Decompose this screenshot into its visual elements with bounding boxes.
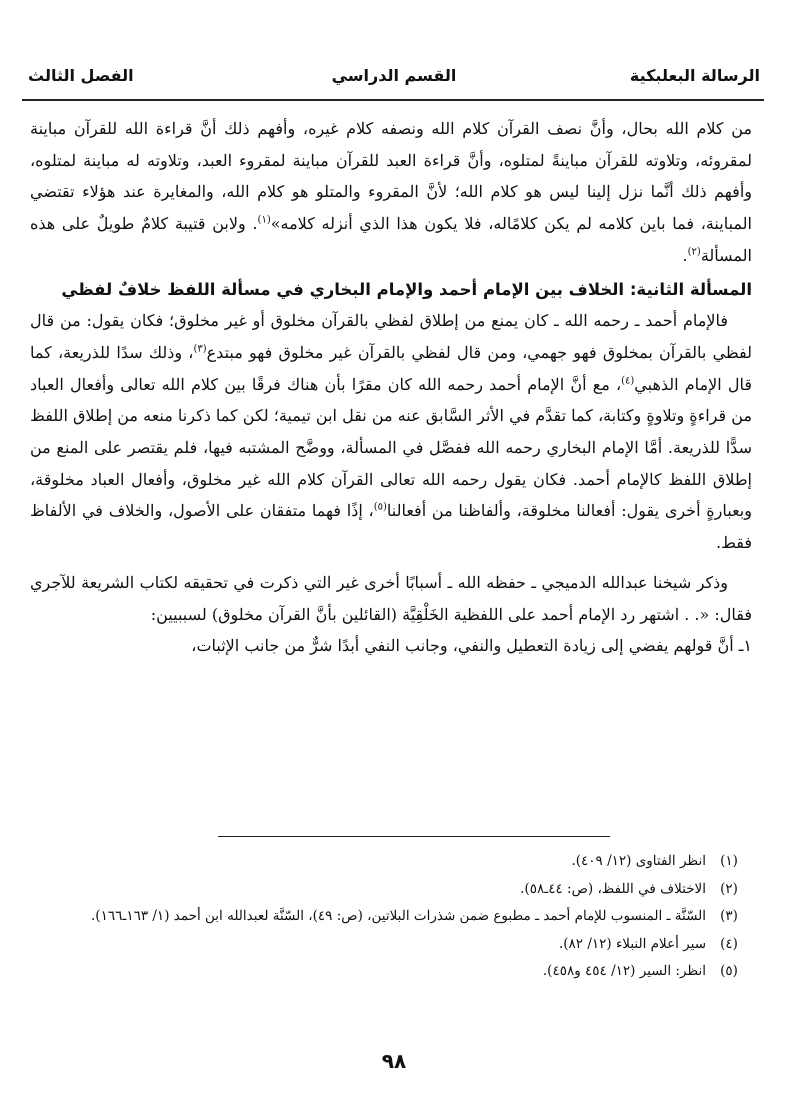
footnote — [30, 903, 752, 931]
chapter-title: الفصل الثالث — [28, 66, 134, 85]
footnote-text: سير أعلام النبلاء (١٢/ ٨٢). — [558, 935, 706, 952]
footnote-separator — [218, 836, 610, 837]
footnote-ref-4: (٤) — [621, 375, 635, 387]
paragraph-2: فالإمام أحمد ـ رحمه الله ـ كان يمنع من إطلاق لفظي بالقرآن مخلوق أو غير مخلوق؛ فكان يقول: من قال لفظي بالقرآن بمخلوق فهو جهمي، ومن قال لفظي بالقرآن غير مخلوق فهو مبتدع$^{(٣)}$، وذلك سدًا للذريعة، كما قال الإمام الذهبي$^{(٤)}$، مع أنَّ الإمام أحمد رحمه الله كان مقرًا بأن هناك فرقًا بين كلام الله تعالى وأفعال العباد من قراءةٍ وتلاوةٍ وكتابة، كما تقدَّم في الأثر السَّابق عنه من نقل ابن تيمية؛ لكن كما ذكرنا منعه من إطلاق اللفظ سدًّا للذريعة. أمَّا الإمام البخاري رحمه الله ففصَّل في المسألة، ووضَّح المشتبه فيها، فلم يقتصر على المنع من إطلاق اللفظ كالإمام أحمد. فكان يقول رحمه الله تعالى القرآن كلام الله غير مخلوق، وأفعال العباد مخلوقة، وبعبارةٍ أخرى يقول: أفعالنا مخلوقة، وألفاظنا من أفعالنا$^{(٥)}$، إذًا فهما متفقان على الأصول، والخلاف في الألفاظ فقط. — [30, 311, 752, 553]
running-header — [24, 62, 764, 92]
footnote-number: (٣) — [720, 908, 738, 924]
section-heading: المسألة الثانية: الخلاف بين الإمام أحمد والإمام البخاري في مسألة اللفظ خلافٌ لفظي — [61, 279, 752, 299]
header-rule — [22, 99, 764, 101]
footnote-ref-5: (٥) — [373, 502, 387, 514]
footnotes — [30, 848, 752, 986]
footnote-number: (١) — [720, 853, 738, 869]
paragraph-3: وذكر شيخنا عبدالله الدميجي ـ حفظه الله ـ أسبابًا أخرى غير التي ذكرت في تحقيقه لكتاب الشريعة للآجري فقال: «. . اشتهر رد الإمام أحمد على اللفظية الخَلْقِيَّة (القائلين بأنَّ القرآن مخلوق) لسببيين: — [30, 572, 752, 624]
part-title: القسم الدراسي — [331, 66, 457, 85]
footnote-text: انظر الفتاوى (١٢/ ٤٠٩). — [571, 853, 706, 869]
footnote — [30, 876, 752, 904]
footnote-ref-2: (٢) — [687, 246, 701, 258]
main-text — [30, 113, 752, 662]
footnote-text: السّنَّة ـ المنسوب للإمام أحمد ـ مطبوع ضمن شذرات البلاتين، (ص: ٤٩)، السّنَّة لعبدالله ابن أحمد (١/ ١٦٣ـ١٦٦). — [91, 908, 706, 924]
footnote-number: (٢) — [720, 880, 738, 897]
footnote-text: انظر: السير (١٢/ ٤٥٤ و٤٥٨). — [542, 963, 706, 979]
footnote — [30, 931, 752, 959]
page-number: ٩٨ — [381, 1049, 407, 1073]
footnote-text: الاختلاف في اللفظ، (ص: ٤٤ـ٥٨). — [520, 880, 706, 897]
footnote — [30, 848, 752, 876]
footnote-number: (٤) — [720, 935, 738, 952]
paragraph-4: ١ـ أنَّ قولهم يفضي إلى زيادة التعطيل والنفي، وجانب النفي أبدًا شرٌّ من جانب الإثبات، — [191, 636, 752, 656]
paragraph-1: من كلام الله بحال، وأنَّ نصف القرآن كلام الله ونصفه كلام غيره، وأفهم ذلك أنَّ قراءة الله للقرآن مباينة لمقروئه، وتلاوته للقرآن مباينةً لمتلوه، وأنَّ قراءة العبد للقرآن مباينة لمقروء العبد، وتلاوته له مباينة لمتلوه، وأفهم ذلك أنَّما نزل إلينا ليس هو كلام الله؛ لأنَّ المقروء والمتلو هو كلام الله، والمغايرة عند هؤلاء تقتضي المباينة، فما باين كلامه لم يكن كلامًاله، فلا يكون هذا الذي أنزله كلامه»$^{(١)}$. ولابن قتيبة كلامٌ طويلٌ على هذه المسألة$^{(٢)}$. — [30, 119, 752, 265]
footnote-number: (٥) — [720, 963, 738, 979]
footnote-ref-1: (١) — [257, 214, 271, 226]
footnote — [30, 958, 752, 986]
book-title: الرسالة البعلبكية — [629, 66, 760, 85]
footnote-ref-3: (٣) — [193, 343, 207, 355]
